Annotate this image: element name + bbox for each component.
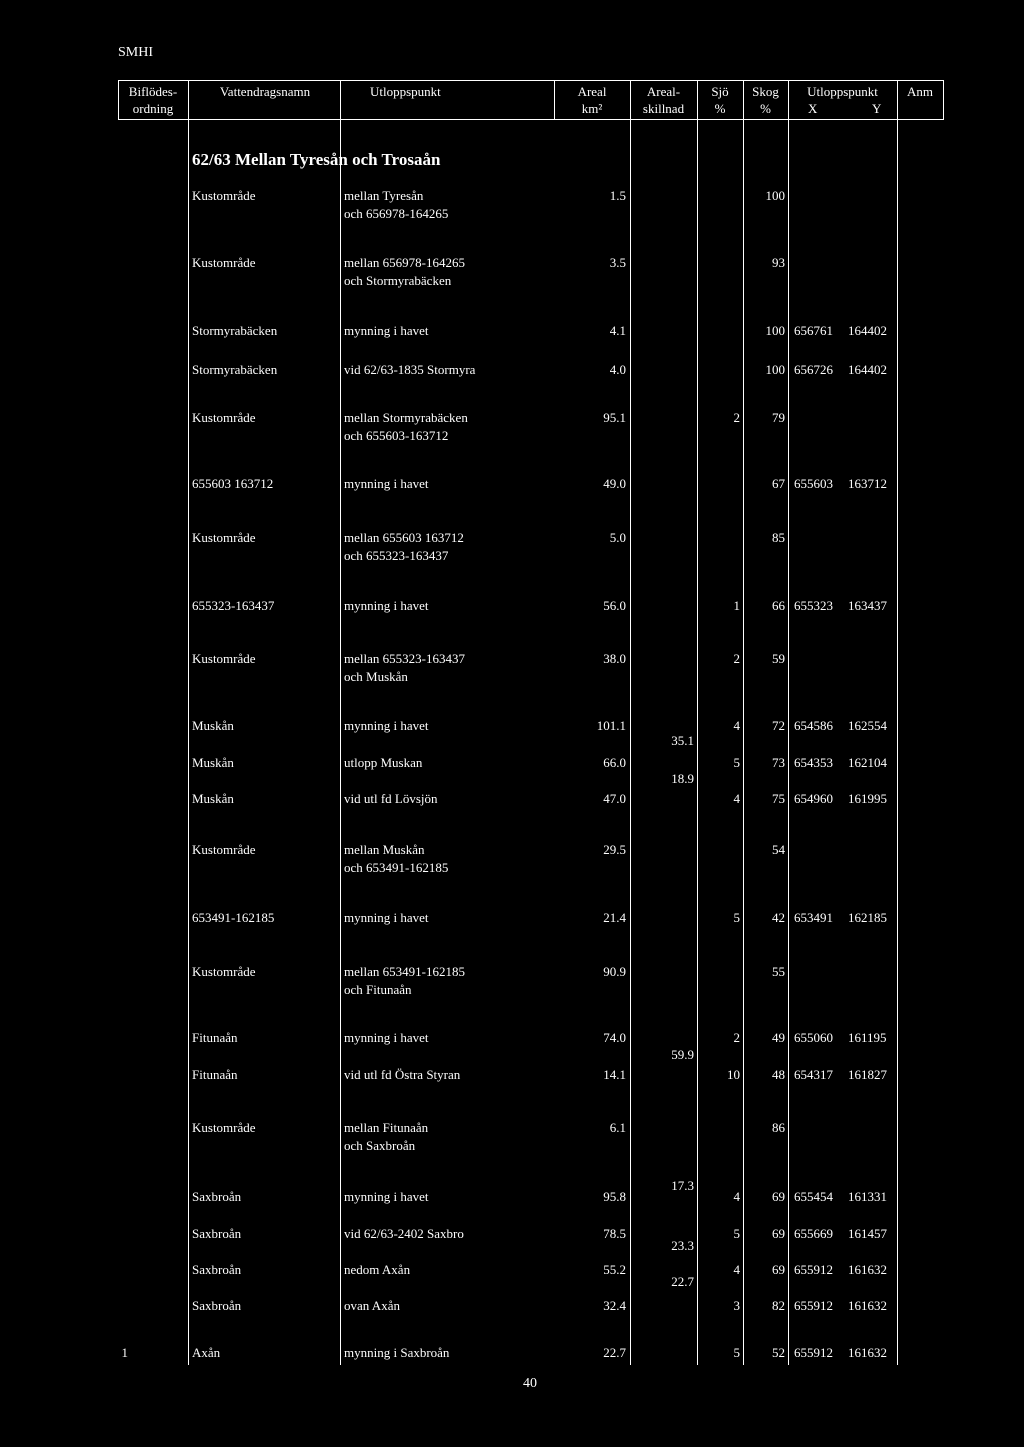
cell-coord-x: 655912 — [794, 1298, 833, 1313]
cell-name: Fitunaån — [192, 1030, 238, 1045]
cell-coord-y: 164402 — [848, 323, 887, 338]
column-line — [788, 120, 789, 1365]
header-bottom-rule — [118, 119, 943, 120]
header-line — [943, 80, 944, 120]
cell-outlet: mellan 653491-162185 — [344, 964, 465, 979]
cell-name: Kustområde — [192, 530, 256, 545]
cell-forest: 100 — [765, 188, 785, 203]
cell-lake: 5 — [733, 1226, 740, 1241]
cell-coord-x: 654317 — [794, 1067, 833, 1082]
header-order-2: ordning — [132, 101, 174, 116]
cell-forest: 82 — [772, 1298, 785, 1313]
header-area-2: km² — [581, 101, 603, 116]
cell-coord-y: 162185 — [848, 910, 887, 925]
cell-area: 1.5 — [609, 188, 626, 203]
column-line — [897, 120, 898, 1365]
cell-forest: 67 — [772, 476, 785, 491]
cell-forest: 54 — [772, 842, 785, 857]
cell-forest: 42 — [772, 910, 785, 925]
cell-area: 21.4 — [603, 910, 626, 925]
page-number: 40 — [523, 1376, 537, 1391]
cell-outlet: vid 62/63-1835 Stormyra — [344, 362, 476, 377]
cell-forest: 79 — [772, 410, 785, 425]
cell-coord-y: 162104 — [848, 755, 887, 770]
cell-coord-y: 161195 — [848, 1030, 887, 1045]
cell-coord-x: 654960 — [794, 791, 833, 806]
cell-forest: 85 — [772, 530, 785, 545]
cell-area: 95.8 — [603, 1189, 626, 1204]
header-line — [340, 80, 341, 120]
cell-outlet: och 656978-164265 — [344, 206, 449, 221]
cell-lake: 3 — [733, 1298, 740, 1313]
cell-outlet: mellan 655323-163437 — [344, 651, 465, 666]
cell-area: 49.0 — [603, 476, 626, 491]
section-title: 62/63 Mellan Tyresån och Trosaån — [192, 150, 441, 169]
cell-area: 4.0 — [609, 362, 626, 377]
cell-name: Saxbroån — [192, 1189, 242, 1204]
cell-outlet: mynning i havet — [344, 718, 429, 733]
cell-name: Kustområde — [192, 964, 256, 979]
cell-coord-x: 655912 — [794, 1262, 833, 1277]
cell-areadiff: 18.9 — [671, 771, 694, 786]
cell-forest: 72 — [772, 718, 785, 733]
cell-name: Kustområde — [192, 842, 256, 857]
cell-outlet: mynning i havet — [344, 910, 429, 925]
cell-forest: 69 — [772, 1226, 785, 1241]
cell-name: Stormyrabäcken — [192, 323, 278, 338]
header-coord-x: X — [808, 101, 818, 116]
cell-coord-y: 161632 — [848, 1345, 887, 1360]
cell-name: Stormyrabäcken — [192, 362, 278, 377]
cell-area: 66.0 — [603, 755, 626, 770]
cell-areadiff: 22.7 — [671, 1274, 694, 1289]
cell-area: 55.2 — [603, 1262, 626, 1277]
cell-name: Saxbroån — [192, 1298, 242, 1313]
cell-lake: 5 — [733, 910, 740, 925]
cell-forest: 66 — [772, 598, 785, 613]
cell-name: Axån — [192, 1345, 221, 1360]
cell-outlet: mellan Tyresån — [344, 188, 424, 203]
cell-area: 22.7 — [603, 1345, 626, 1360]
cell-name: Saxbroån — [192, 1262, 242, 1277]
header-order-1: Biflödes- — [128, 84, 178, 99]
cell-outlet: och Muskån — [344, 669, 408, 684]
header-note: Anm — [907, 84, 933, 99]
cell-outlet: och Fitunaån — [344, 982, 412, 997]
cell-outlet: mellan Fitunaån — [344, 1120, 429, 1135]
cell-coord-y: 162554 — [848, 718, 887, 733]
cell-outlet: mellan Muskån — [344, 842, 425, 857]
cell-coord-x: 654353 — [794, 755, 833, 770]
cell-coord-y: 161331 — [848, 1189, 887, 1204]
header-forest-1: Skog — [752, 84, 779, 99]
cell-outlet: ovan Axån — [344, 1298, 400, 1313]
cell-lake: 4 — [733, 791, 740, 806]
cell-lake: 4 — [733, 718, 740, 733]
cell-coord-x: 655603 — [794, 476, 833, 491]
header-forest-2: % — [760, 101, 771, 116]
cell-forest: 75 — [772, 791, 785, 806]
cell-area: 14.1 — [603, 1067, 626, 1082]
cell-name: 655603 163712 — [192, 476, 274, 491]
cell-outlet: och Saxbroån — [344, 1138, 416, 1153]
cell-outlet: mellan 655603 163712 — [344, 530, 464, 545]
cell-area: 5.0 — [609, 530, 626, 545]
cell-coord-x: 656726 — [794, 362, 833, 377]
cell-coord-x: 655060 — [794, 1030, 833, 1045]
cell-outlet: mynning i havet — [344, 598, 429, 613]
cell-area: 56.0 — [603, 598, 626, 613]
cell-coord-y: 163712 — [848, 476, 887, 491]
cell-coord-x: 654586 — [794, 718, 833, 733]
cell-outlet: utlopp Muskan — [344, 755, 423, 770]
cell-coord-y: 161995 — [848, 791, 887, 806]
cell-name: Kustområde — [192, 651, 256, 666]
cell-forest: 55 — [772, 964, 785, 979]
cell-area: 6.1 — [609, 1120, 626, 1135]
cell-lake: 4 — [733, 1262, 740, 1277]
cell-coord-x: 655669 — [794, 1226, 833, 1241]
cell-forest: 100 — [765, 323, 785, 338]
cell-name: Kustområde — [192, 410, 256, 425]
header-area-1: Areal — [577, 84, 607, 99]
cell-order: 1 — [121, 1345, 128, 1360]
cell-coord-y: 161632 — [848, 1298, 887, 1313]
column-line — [340, 120, 341, 1365]
header-outlet: Utloppspunkt — [370, 84, 441, 99]
cell-outlet: mynning i havet — [344, 476, 429, 491]
cell-outlet: och Stormyrabäcken — [344, 273, 452, 288]
cell-outlet: mynning i havet — [344, 1189, 429, 1204]
cell-lake: 10 — [727, 1067, 740, 1082]
cell-forest: 52 — [772, 1345, 785, 1360]
cell-outlet: och 655603-163712 — [344, 428, 449, 443]
cell-area: 95.1 — [603, 410, 626, 425]
cell-coord-x: 655912 — [794, 1345, 833, 1360]
cell-area: 38.0 — [603, 651, 626, 666]
cell-forest: 48 — [772, 1067, 785, 1082]
cell-area: 90.9 — [603, 964, 626, 979]
cell-outlet: mynning i havet — [344, 1030, 429, 1045]
cell-name: Fitunaån — [192, 1067, 238, 1082]
header-coord-y: Y — [872, 101, 882, 116]
cell-outlet: mellan Stormyrabäcken — [344, 410, 468, 425]
cell-coord-x: 655323 — [794, 598, 833, 613]
cell-areadiff: 17.3 — [671, 1178, 694, 1193]
cell-forest: 93 — [772, 255, 785, 270]
cell-name: Saxbroån — [192, 1226, 242, 1241]
cell-area: 4.1 — [609, 323, 626, 338]
cell-lake: 2 — [733, 651, 740, 666]
cell-area: 101.1 — [596, 718, 626, 733]
header-top-rule — [118, 80, 943, 81]
cell-area: 3.5 — [609, 255, 626, 270]
cell-name: Kustområde — [192, 1120, 256, 1135]
cell-coord-y: 161632 — [848, 1262, 887, 1277]
column-line — [743, 120, 744, 1365]
cell-outlet: mynning i Saxbroån — [344, 1345, 450, 1360]
cell-coord-x: 653491 — [794, 910, 833, 925]
cell-areadiff: 35.1 — [671, 733, 694, 748]
cell-lake: 1 — [733, 598, 740, 613]
header-name: Vattendragsnamn — [219, 84, 311, 99]
org-name: SMHI — [118, 45, 154, 60]
cell-forest: 73 — [772, 755, 785, 770]
cell-name: Muskån — [192, 718, 234, 733]
cell-areadiff: 23.3 — [671, 1238, 694, 1253]
cell-outlet: vid utl fd Östra Styran — [344, 1067, 461, 1082]
header-lake-1: Sjö — [711, 84, 729, 99]
cell-lake: 5 — [733, 1345, 740, 1360]
cell-outlet: och 653491-162185 — [344, 860, 449, 875]
cell-name: 653491-162185 — [192, 910, 275, 925]
cell-lake: 2 — [733, 410, 740, 425]
column-line — [697, 120, 698, 1365]
cell-area: 29.5 — [603, 842, 626, 857]
cell-forest: 49 — [772, 1030, 785, 1045]
cell-coord-y: 164402 — [848, 362, 887, 377]
cell-name: 655323-163437 — [192, 598, 275, 613]
cell-outlet: mellan 656978-164265 — [344, 255, 465, 270]
cell-forest: 69 — [772, 1262, 785, 1277]
cell-coord-x: 655454 — [794, 1189, 833, 1204]
cell-coord-y: 161827 — [848, 1067, 887, 1082]
column-line — [630, 120, 631, 1365]
cell-forest: 69 — [772, 1189, 785, 1204]
header-lake-2: % — [714, 101, 726, 116]
cell-area: 32.4 — [603, 1298, 626, 1313]
column-line — [188, 120, 189, 1365]
cell-area: 74.0 — [603, 1030, 626, 1045]
cell-lake: 4 — [733, 1189, 740, 1204]
cell-coord-x: 656761 — [794, 323, 833, 338]
cell-forest: 100 — [765, 362, 785, 377]
cell-outlet: nedom Axån — [344, 1262, 411, 1277]
cell-name: Kustområde — [192, 255, 256, 270]
cell-lake: 5 — [733, 755, 740, 770]
cell-outlet: mynning i havet — [344, 323, 429, 338]
cell-outlet: och 655323-163437 — [344, 548, 449, 563]
cell-forest: 59 — [772, 651, 785, 666]
cell-lake: 2 — [733, 1030, 740, 1045]
cell-coord-y: 163437 — [848, 598, 887, 613]
cell-area: 47.0 — [603, 791, 626, 806]
cell-area: 78.5 — [603, 1226, 626, 1241]
cell-name: Muskån — [192, 791, 234, 806]
header-coords: Utloppspunkt — [807, 84, 878, 99]
cell-areadiff: 59.9 — [671, 1047, 694, 1062]
cell-forest: 86 — [772, 1120, 785, 1135]
header-areadiff-1: Areal- — [646, 84, 681, 99]
cell-name: Kustområde — [192, 188, 256, 203]
cell-outlet: vid utl fd Lövsjön — [344, 791, 438, 806]
header-areadiff-2: skillnad — [642, 101, 685, 116]
header-line — [188, 80, 189, 120]
cell-name: Muskån — [192, 755, 234, 770]
cell-coord-y: 161457 — [848, 1226, 887, 1241]
cell-outlet: vid 62/63-2402 Saxbro — [344, 1226, 464, 1241]
